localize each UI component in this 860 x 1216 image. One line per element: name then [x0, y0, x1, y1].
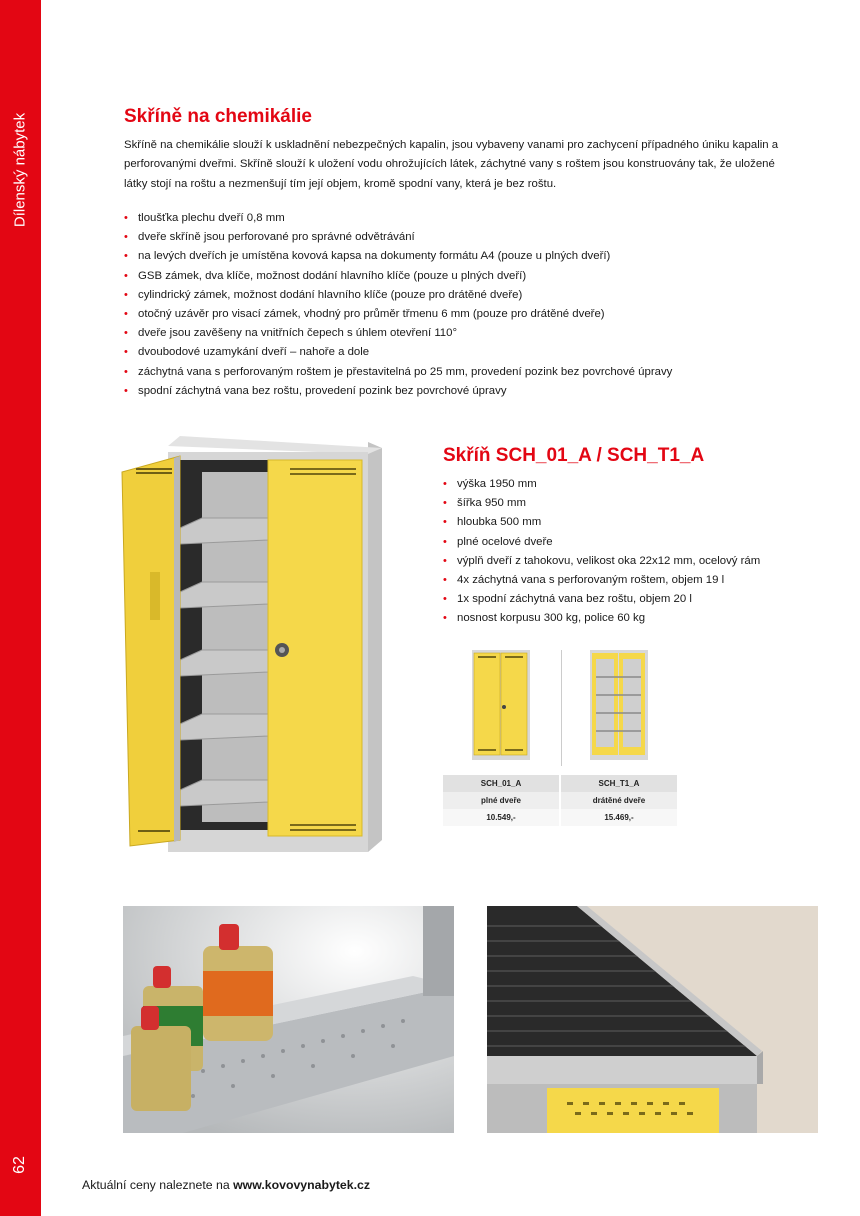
- footer-url[interactable]: www.kovovynabytek.cz: [233, 1178, 371, 1192]
- thumbnail-divider: [561, 650, 562, 766]
- variant-price: 10.549,-: [443, 809, 561, 826]
- side-bar: [0, 0, 41, 1216]
- variant-code: SCH_T1_A: [561, 775, 677, 792]
- feature-item: • záchytná vana s perforovaným roštem je přestavitelná po 25 mm, provedení pozink bez povrchové úpravy: [124, 363, 672, 382]
- variant-door: drátěné dveře: [561, 792, 677, 809]
- section-title: Skříně na chemikálie: [124, 106, 312, 127]
- price-table: [443, 775, 677, 826]
- spec-item: • 4x záchytná vana s perforovaným roštem, objem 19 l: [443, 571, 760, 590]
- spec-item: • 1x spodní záchytná vana bez roštu, objem 20 l: [443, 590, 760, 609]
- feature-item: • dveře jsou zavěšeny na vnitřních čepech s úhlem otevření 110°: [124, 324, 672, 343]
- spec-item: • šířka 950 mm: [443, 494, 760, 513]
- intro-paragraph: Skříně na chemikálie slouží k uskladnění nebezpečných kapalin, jsou vybaveny vanami pro zachycení případného úniku kapalin a perforovanými dveřmi. Skříně slouží k uložení vodu ohrožujících látek, záchytné vany s roštem jsou konstruovány tak, že uložené látky stojí na roštu a nezmenšují tím její objem, kromě spodní vany, která je bez roštu.: [124, 139, 779, 190]
- feature-item: • otočný uzávěr pro visací zámek, vhodný pro průměr třmenu 6 mm (pouze pro drátěné dveře): [124, 305, 672, 324]
- variant-thumbnail-solid-doors: [472, 650, 532, 762]
- spec-item: • výplň dveří z tahokovu, velikost oka 22x12 mm, ocelový rám: [443, 552, 760, 571]
- variant-price: 15.469,-: [561, 809, 677, 826]
- feature-item: • cylindrický zámek, možnost dodání hlavního klíče (pouze pro drátěné dveře): [124, 286, 672, 305]
- spec-item: • hloubka 500 mm: [443, 513, 760, 532]
- spec-list: [443, 475, 760, 629]
- feature-item: • dveře skříně jsou perforované pro správné odvětrávání: [124, 228, 672, 247]
- feature-item: • na levých dveřích je umístěna kovová kapsa na dokumenty formátu A4 (pouze u plných dveří): [124, 247, 672, 266]
- shelf-canisters-photo: [123, 906, 454, 1133]
- feature-item: • tloušťka plechu dveří 0,8 mm: [124, 209, 672, 228]
- cabinet-hero-image: [120, 432, 390, 852]
- footer-note: [82, 1178, 370, 1192]
- page-number: 62: [11, 1156, 28, 1174]
- variant-code: SCH_01_A: [443, 775, 561, 792]
- feature-item: • spodní záchytná vana bez roštu, provedení pozink bez povrchové úpravy: [124, 382, 672, 401]
- variant-door: plné dveře: [443, 792, 561, 809]
- spec-item: • výška 1950 mm: [443, 475, 760, 494]
- price-row-door: [443, 792, 677, 809]
- spec-item: • plné ocelové dveře: [443, 533, 760, 552]
- feature-item: • dvoubodové uzamykání dveří – nahoře a dole: [124, 343, 672, 362]
- price-row-code: [443, 775, 677, 792]
- section-tab-label: Dílenský nábytek: [11, 112, 29, 228]
- price-row-price: [443, 809, 677, 826]
- variant-thumbnail-mesh-doors: [590, 650, 650, 762]
- feature-item: • GSB zámek, dva klíče, možnost dodání hlavního klíče (pouze u plných dveří): [124, 267, 672, 286]
- feature-list: [124, 209, 672, 401]
- catch-tray-photo: [487, 906, 818, 1133]
- spec-item: • nosnost korpusu 300 kg, police 60 kg: [443, 609, 760, 628]
- product-title: Skříň SCH_01_A / SCH_T1_A: [443, 445, 705, 466]
- footer-prefix: Aktuální ceny naleznete na: [82, 1178, 234, 1192]
